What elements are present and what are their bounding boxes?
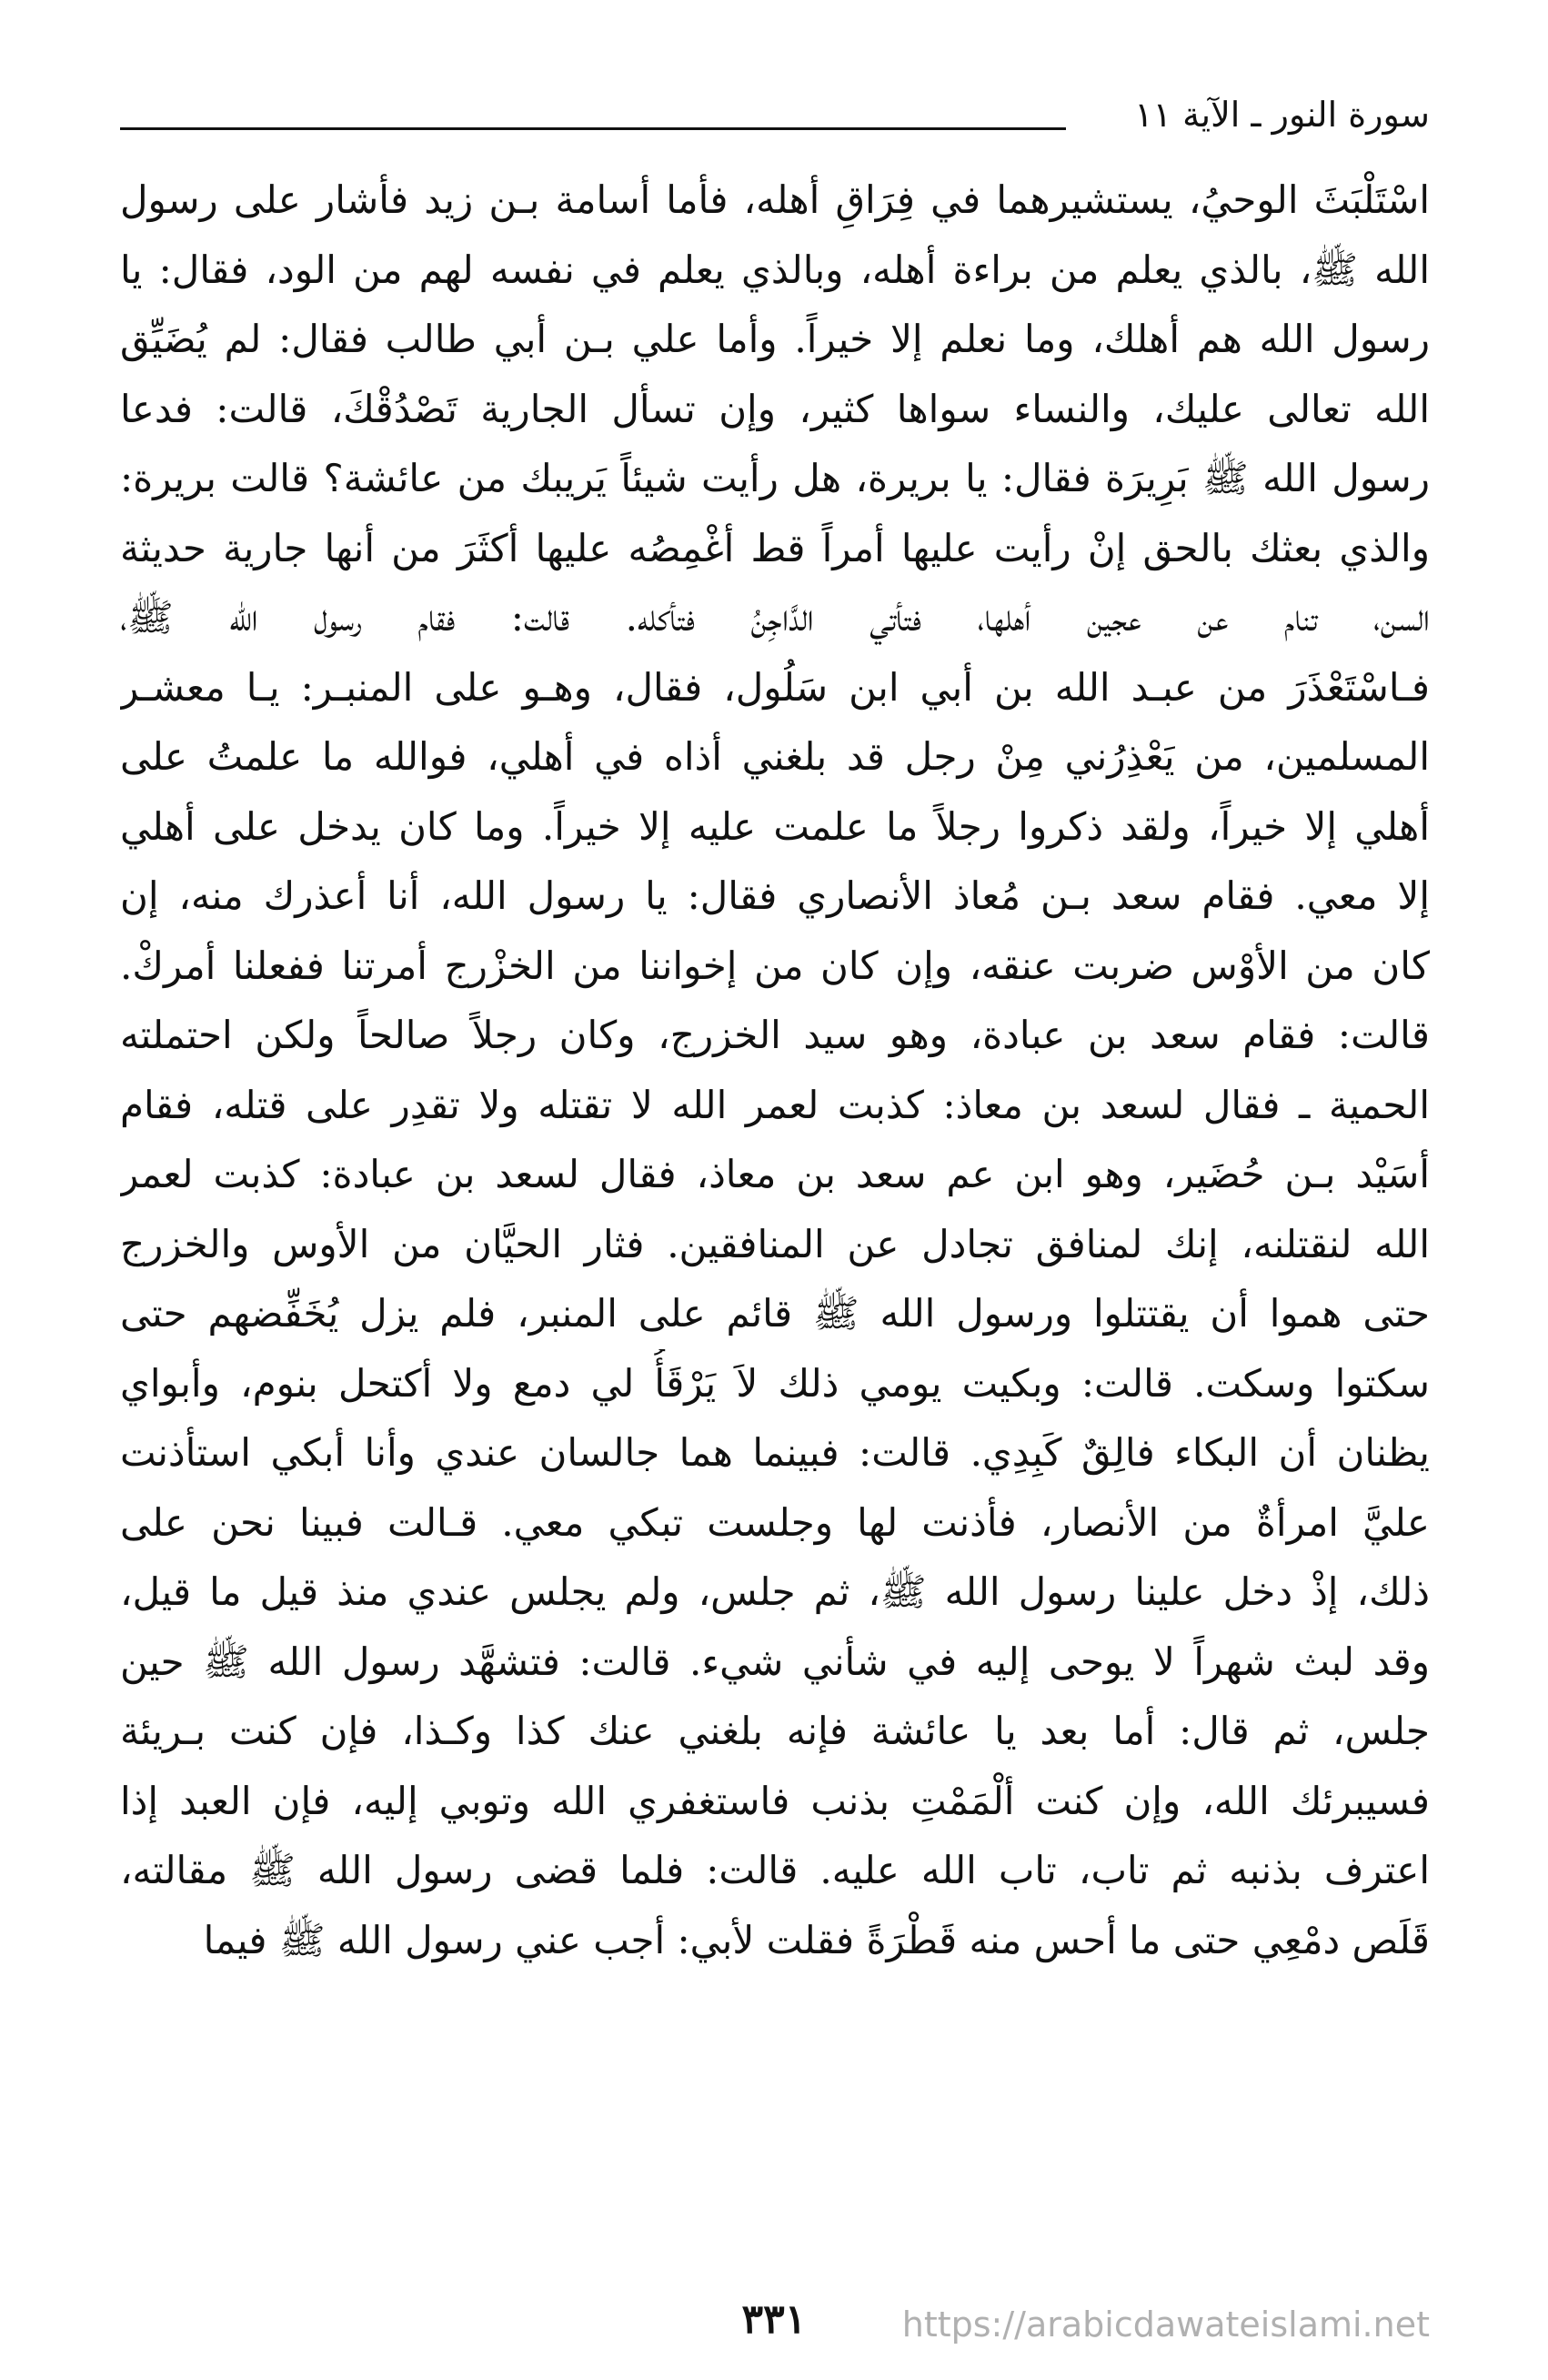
text-line: الحمية ـ فقال لسعد بن معاذ: كذبت لعمر الله لا تقتله ولا تقدِر على قتله، فقام [120, 1082, 1430, 1127]
text-line: فـاسْتَعْذَرَ من عبـد الله بن أبي ابن سَلُول، فقال، وهـو على المنبـر: يـا معشـر [120, 664, 1430, 710]
text-line: حتى هموا أن يقتتلوا ورسول الله ﷺ قائم على المنبر، فلم يزل يُخَفِّضهم حتى [120, 1291, 1430, 1336]
text-line: الله لنقتلنه، إنك لمنافق تجادل عن المنافقين. فثار الحيَّان من الأوس والخزرج [120, 1221, 1430, 1266]
text-line: أهلي إلا خيراً، ولقد ذكروا رجلاً ما علمت عليه إلا خيراً. وما كان يدخل على أهلي [120, 803, 1430, 849]
page-number: ٣٣١ [741, 2296, 807, 2343]
header-rule [120, 127, 1066, 130]
text-line: المسلمين، من يَعْذِرُني مِنْ رجل قد بلغني أذاه في أهلي، فوالله ما علمتُ على [120, 734, 1430, 779]
body-text [120, 166, 1430, 1975]
text-line: ذلك، إذْ دخل علينا رسول الله ﷺ، ثم جلس، ولم يجلس عندي منذ قيل ما قيل، [120, 1569, 1430, 1614]
text-line: رسول الله ﷺ بَرِيرَة فقال: يا بريرة، هل رأيت شيئاً يَريبك من عائشة؟ قالت بريرة: [120, 456, 1430, 500]
text-line: فسيبرئك الله، وإن كنت ألْمَمْتِ بذنب فاستغفري الله وتوبي إليه، فإن العبد إذا [120, 1778, 1430, 1823]
watermark-url: https://arabicdawateislami.net [901, 2304, 1430, 2345]
text-line: إلا معي. فقام سعد بـن مُعاذ الأنصاري فقال: يا رسول الله، أنا أعذرك منه، إن [120, 873, 1430, 918]
text-line: جلس، ثم قال: أما بعد يا عائشة فإنه بلغني عنك كذا وكـذا، فإن كنت بـريئة [120, 1709, 1430, 1753]
text-line: قَلَص دمْعِي حتى ما أحس منه قَطْرَةً فقلت لأبي: أجب عني رسول الله ﷺ فيما [203, 1917, 1430, 1962]
text-line: أسَيْد بـن حُضَير، وهو ابن عم سعد بن معاذ، فقال لسعد بن عبادة: كذبت لعمر [120, 1152, 1430, 1196]
text-line: سكتوا وسكت. قالت: وبكيت يومي ذلك لاَ يَرْقَأُ لي دمع ولا أكتحل بنوم، وأبواي [120, 1360, 1430, 1406]
text-line: رسول الله هم أهلك، وما نعلم إلا خيراً. وأما علي بـن أبي طالب فقال: لم يُضَيِّق [120, 317, 1430, 361]
text-line: اسْتَلْبَثَ الوحيُ، يستشيرهما في فِرَاقِ أهله، فأما أسامة بـن زيد فأشار على رسول [120, 177, 1430, 222]
text-line: قالت: فقام سعد بن عبادة، وهو سيد الخزرج، وكان رجلاً صالحاً ولكن احتملته [120, 1013, 1430, 1057]
text-line: الله ﷺ، بالذي يعلم من براءة أهله، وبالذي يعلم في نفسه لهم من الود، فقال: يا [120, 247, 1430, 292]
text-line: كان من الأوْس ضربت عنقه، وإن كان من إخواننا من الخزْرج أمرتنا ففعلنا أمركْ. [120, 943, 1430, 988]
text-line: يظنان أن البكاء فالِقٌ كَبِدِي. قالت: فبينما هما جالسان عندي وأنا أبكي استأذنت [120, 1430, 1430, 1475]
text-line: اعترف بذنبه ثم تاب، تاب الله عليه. قالت: فلما قضى رسول الله ﷺ مقالته، [120, 1848, 1430, 1892]
running-header [120, 91, 1430, 146]
text-line: عليَّ امرأةٌ من الأنصار، فأذنت لها وجلست تبكي معي. قـالت فبينا نحن على [120, 1499, 1430, 1545]
text-line: السن، تنام عن عجين أهلها، فتأتي الدَّاجِنُ فتأكله. قالت: فقام رسول الله ﷺ، [120, 595, 1430, 640]
text-line: والذي بعثك بالحق إنْ رأيت عليها أمراً قط أغْمِصُه عليها أكثَرَ من أنها جارية حديثة [120, 525, 1430, 570]
text-line: وقد لبث شهراً لا يوحى إليه في شأني شيء. قالت: فتشهَّد رسول الله ﷺ حين [120, 1639, 1430, 1684]
text-line: الله تعالى عليك، والنساء سواها كثير، وإن تسأل الجارية تَصْدُقْكَ، قالت: فدعا [120, 386, 1430, 431]
header-title: سورة النور ـ الآية ١١ [1134, 95, 1430, 135]
